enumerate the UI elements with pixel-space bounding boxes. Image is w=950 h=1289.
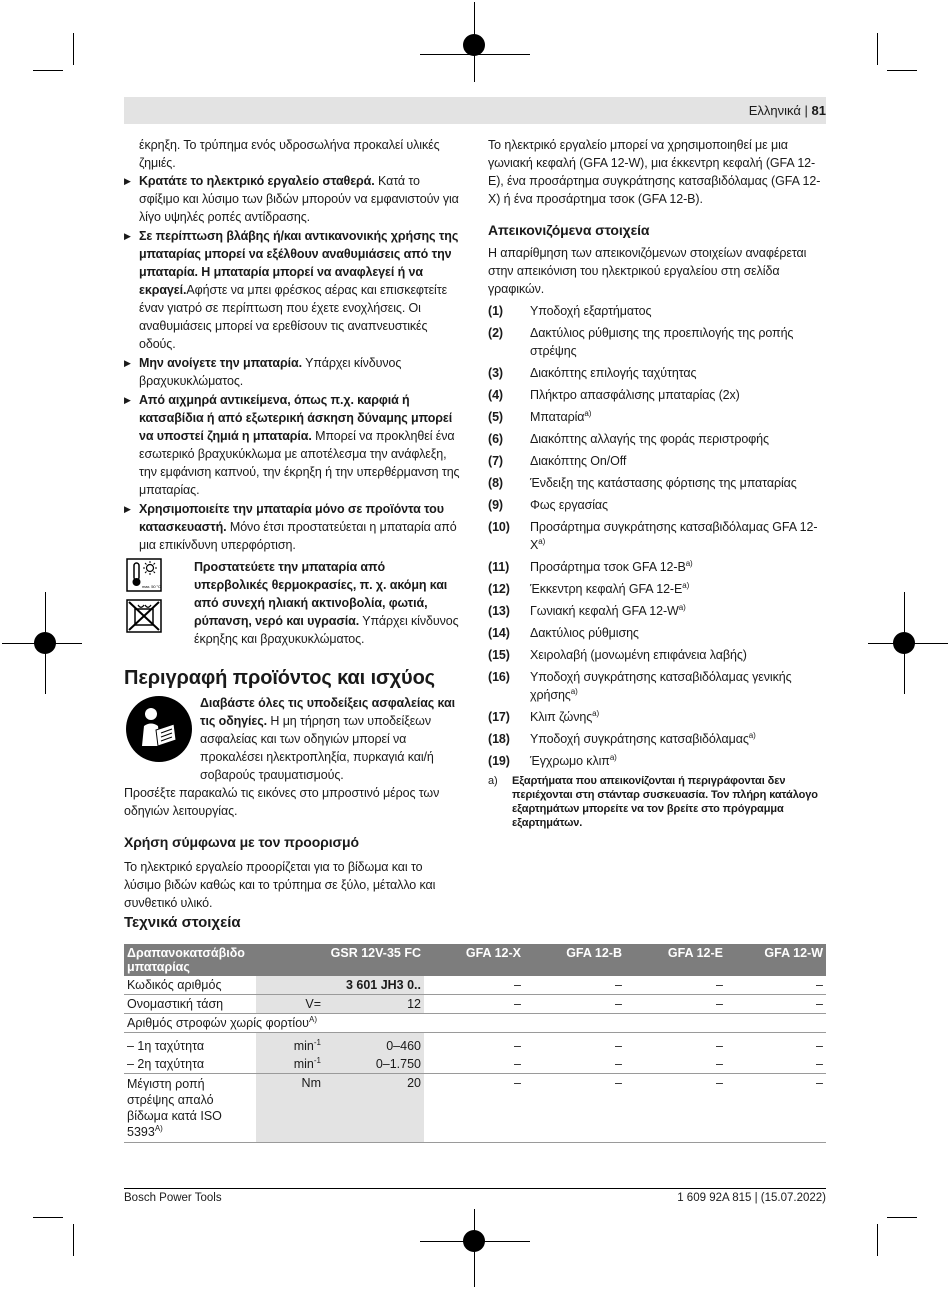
- item-text: Υποδοχή συγκράτησης κατσαβιδόλαμας$^{a)}$: [530, 730, 756, 746]
- item-text: Διακόπτης επιλογής ταχύτητας: [530, 366, 697, 380]
- list-item: [488, 302, 826, 320]
- list-item: [488, 602, 826, 620]
- item-number: (17): [488, 710, 510, 724]
- item-text: Υποδοχή εξαρτήματος: [530, 304, 652, 318]
- figures-note: Προσέξτε παρακαλώ τις εικόνες στο μπροστινό μέρος των οδηγιών λειτουργίας.: [124, 786, 440, 818]
- item-text: Προσάρτημα συγκράτησης κατσαβιδόλαμας GFA $12-X^{a)}$: [530, 520, 818, 552]
- item-text: Ένδειξη της κατάστασης φόρτισης της μπαταρίας: [530, 476, 797, 490]
- intended-use-title: Χρήση σύμφωνα με τον προορισμό: [124, 834, 359, 850]
- item-number: (14): [488, 626, 510, 640]
- read-instructions-notice: Διαβάστε όλες τις υποδείξεις ασφαλείας και τις οδηγίες. Η μη τήρηση των υποδείξεων ασφαλείας και των οδηγιών μπορεί να προκαλέσει ηλεκτροπληξία, πυρκαγιά και/ή σοβαρούς τραυματισμούς.: [124, 694, 460, 784]
- footer-left: Bosch Power Tools: [124, 1192, 222, 1204]
- crop-mark: [73, 33, 74, 65]
- battery-warning: max. 50 °C Προστατεύετε την μπαταρία από υπερβολικές θερμοκρασίες, π. χ. ακόμη και από συνεχή ηλιακή ακτινοβολία, φωτιά, ρύπανση, νερό και υγρασία. Υπάρχει κίνδυνος έκρηξης και βραχυκυκλώματος.: [124, 558, 460, 648]
- item-number: (18): [488, 732, 510, 746]
- table-header-cell: GFA 12-B: [524, 944, 625, 976]
- crop-mark: [33, 70, 63, 71]
- components-title: Απεικονιζόμενα στοιχεία: [488, 222, 650, 238]
- table-row: Αριθμός στροφών χωρίς φορτίου$^{A)}$: [124, 1014, 826, 1033]
- item-number: (8): [488, 476, 503, 490]
- safety-bullet: ▶ Από αιχμηρά αντικείμενα, όπως π.χ. καρφιά ή κατσαβίδια ή από εξωτερική άσκηση δύναμης μπορεί να υποστεί ζημιά η μπαταρία. Μπορεί να προκληθεί ένα εσωτερικό βραχυκύκλωμα με αποτέλεσμα την ανάφλεξη, την εμφάνιση καπνού, την έκρηξη ή την υπερθέρμανση της μπαταρίας.: [124, 391, 460, 499]
- table-header-cell: GSR 12V-35 FC: [324, 944, 424, 976]
- item-number: (15): [488, 648, 510, 662]
- right-column: [488, 136, 826, 830]
- item-number: (9): [488, 498, 503, 512]
- safety-bullet: ▶ Χρησιμοποιείτε την μπαταρία μόνο σε προϊόντα του κατασκευαστή. Μόνο έτσι προστατεύεται η μπαταρία από μια επικίνδυνη υπερφόρτιση.: [124, 500, 460, 554]
- section-title: Περιγραφή προϊόντος και ισχύος: [124, 667, 435, 689]
- list-item: [488, 708, 826, 726]
- table-header-row: [124, 944, 826, 976]
- page-header: Ελληνικά | 81: [748, 103, 826, 118]
- crop-mark: [877, 33, 878, 65]
- item-number: (1): [488, 304, 503, 318]
- item-number: (5): [488, 410, 503, 424]
- item-number: (10): [488, 520, 510, 534]
- safety-bullet: ▶ Σε περίπτωση βλάβης ή/και αντικανονικής χρήσης της μπαταρίας μπορεί να εξέλθουν αναθυμιάσεις από την μπαταρία. Η μπαταρία μπορεί να αναφλεγεί ή να εκραγεί.Αφήστε να μπει φρέσκος αέρας και επισκεφτείτε έναν γιατρό σε περίπτωση που έχετε ενοχλήσεις. Οι αναθυμιάσεις μπορεί να ερεθίσουν τις αναπνευστικές οδούς.: [124, 227, 460, 353]
- table-header-cell: Δραπανοκατσάβιδο μπαταρίας: [124, 944, 256, 976]
- list-item: [488, 518, 826, 554]
- item-text: Γωνιακή κεφαλή GFA $12-W^{a)}$: [530, 602, 686, 618]
- list-item: [488, 496, 826, 514]
- list-item: [488, 430, 826, 448]
- list-item: [488, 580, 826, 598]
- list-item: [488, 474, 826, 492]
- footnote-mark: a): [488, 775, 498, 787]
- footer-divider: [124, 1188, 826, 1189]
- list-item: [488, 668, 826, 704]
- crop-mark: [877, 1224, 878, 1256]
- item-number: (19): [488, 754, 510, 768]
- item-text: Διακόπτης On/Off: [530, 454, 627, 468]
- table-row: Ονομαστική τάση V= 12 – – – –: [124, 995, 826, 1014]
- crop-mark: [887, 70, 917, 71]
- item-text: Φως εργασίας: [530, 498, 608, 512]
- thermometer-sun-icon: [126, 558, 162, 592]
- footnote-text: Εξαρτήματα που απεικονίζονται ή περιγράφονται δεν περιέχονται στη στάνταρ συσκευασία. Τον πλήρη κατάλογο εξαρτημάτων μπορείτε να τον βρείτε στο πρόγραμμα εξαρτημάτων.: [512, 775, 818, 829]
- footer-right: 1 609 92A 815 | (15.07.2022): [677, 1192, 826, 1204]
- components-intro: Η απαρίθμηση των απεικονιζόμενων στοιχείων αναφέρεται στην απεικόνιση του ηλεκτρικού εργαλείου στη σελίδα γραφικών.: [488, 246, 807, 296]
- list-item: [488, 452, 826, 470]
- item-number: (6): [488, 432, 503, 446]
- tech-data-table: [124, 944, 826, 1143]
- list-item: [488, 752, 826, 770]
- item-text: Πλήκτρο απασφάλισης μπαταρίας (2x): [530, 388, 740, 402]
- registration-mark: [34, 632, 56, 654]
- left-column: [124, 136, 460, 912]
- list-item: [488, 386, 826, 404]
- list-item: [488, 558, 826, 576]
- tech-data-title: Τεχνικά στοιχεία: [124, 914, 241, 931]
- list-item: [488, 730, 826, 748]
- page-number: 81: [811, 103, 826, 118]
- table-header-cell: GFA 12-W: [726, 944, 826, 976]
- item-text: Κλιπ ζώνης$^{a)}$: [530, 708, 600, 724]
- item-text: Μπαταρία$^{a)}$: [530, 408, 592, 424]
- safety-bullet: ▶ Κρατάτε το ηλεκτρικό εργαλείο σταθερά. Κατά το σφίξιμο και λύσιμο των βιδών μπορούν να εμφανιστούν για λίγο υψηλές ροπές αντίδρασης.: [124, 172, 460, 226]
- table-row: Μέγιστη ροπή στρέψης απαλό βίδωμα κατά ISO $5393^{A)}$ Nm 20 – – – –: [124, 1074, 826, 1143]
- item-text: Προσάρτημα τσοκ GFA $12-B^{a)}$: [530, 558, 693, 574]
- intended-use-text: Το ηλεκτρικό εργαλείο προορίζεται για το βίδωμα και το λύσιμο βιδών καθώς και το τρύπημα σε ξύλο, μέταλλο και συνθετικό υλικό.: [124, 860, 436, 910]
- table-row: – 1η ταχύτητα $\min^{-1}$ 0–460 – – – –: [124, 1033, 826, 1056]
- list-item: [488, 646, 826, 664]
- item-number: (7): [488, 454, 503, 468]
- crop-mark: [73, 1224, 74, 1256]
- item-text: Διακόπτης αλλαγής της φοράς περιστροφής: [530, 432, 769, 446]
- item-text: Έγχρωμο κλιπ$^{a)}$: [530, 752, 617, 768]
- list-item: [488, 408, 826, 426]
- list-item: [488, 364, 826, 382]
- registration-mark: [893, 632, 915, 654]
- list-item: [488, 324, 826, 360]
- table-row: Κωδικός αριθμός 3 601 JH3 0.. – – – –: [124, 976, 826, 995]
- item-number: (16): [488, 670, 510, 684]
- crop-mark: [887, 1217, 917, 1218]
- components-list: [488, 302, 826, 770]
- item-text: Δακτύλιος ρύθμισης: [530, 626, 639, 640]
- table-header-cell: GFA 12-E: [625, 944, 726, 976]
- registration-mark: [463, 34, 485, 56]
- no-water-icon: [126, 599, 162, 633]
- header-bar: [124, 97, 826, 124]
- intro-text: έκρηξη. Το τρύπημα ενός υδροσωλήνα προκαλεί υλικές ζημιές.: [139, 138, 440, 170]
- item-number: (3): [488, 366, 503, 380]
- item-number: (4): [488, 388, 503, 402]
- item-number: (11): [488, 560, 510, 574]
- crop-mark: [33, 1217, 63, 1218]
- item-text: Έκκεντρη κεφαλή GFA $12-E^{a)}$: [530, 580, 690, 596]
- item-number: (2): [488, 326, 503, 340]
- table-header-cell: GFA 12-X: [424, 944, 524, 976]
- footnote: [488, 774, 826, 830]
- item-number: (13): [488, 604, 510, 618]
- safety-bullet: ▶ Μην ανοίγετε την μπαταρία. Υπάρχει κίνδυνος βραχυκυκλώματος.: [124, 354, 460, 390]
- read-manual-icon: [124, 694, 194, 764]
- list-item: [488, 624, 826, 642]
- right-intro: Το ηλεκτρικό εργαλείο μπορεί να χρησιμοποιηθεί με μια γωνιακή κεφαλή (GFA 12-W), μια έκκεντρη κεφαλή (GFA 12-E), ένα προσάρτημα συγκράτησης κατσαβιδόλαμας (GFA 12-X) ή ένα προσάρτημα τσοκ (GFA 12-B).: [488, 138, 821, 206]
- registration-mark: [463, 1230, 485, 1252]
- item-text: Χειρολαβή (μονωμένη επιφάνεια λαβής): [530, 648, 747, 662]
- header-language: Ελληνικά: [748, 103, 801, 118]
- table-row: – 2η ταχύτητα $\min^{-1}$ 0–1.750 – – – –: [124, 1055, 826, 1074]
- item-text: Υποδοχή συγκράτησης κατσαβιδόλαμας γενικής χρήσης$^{a)}$: [530, 670, 792, 702]
- max-temp-label: max. 50 °C: [142, 584, 161, 589]
- item-number: (12): [488, 582, 510, 596]
- item-text: Δακτύλιος ρύθμισης της προεπιλογής της ροπής στρέψης: [530, 326, 794, 358]
